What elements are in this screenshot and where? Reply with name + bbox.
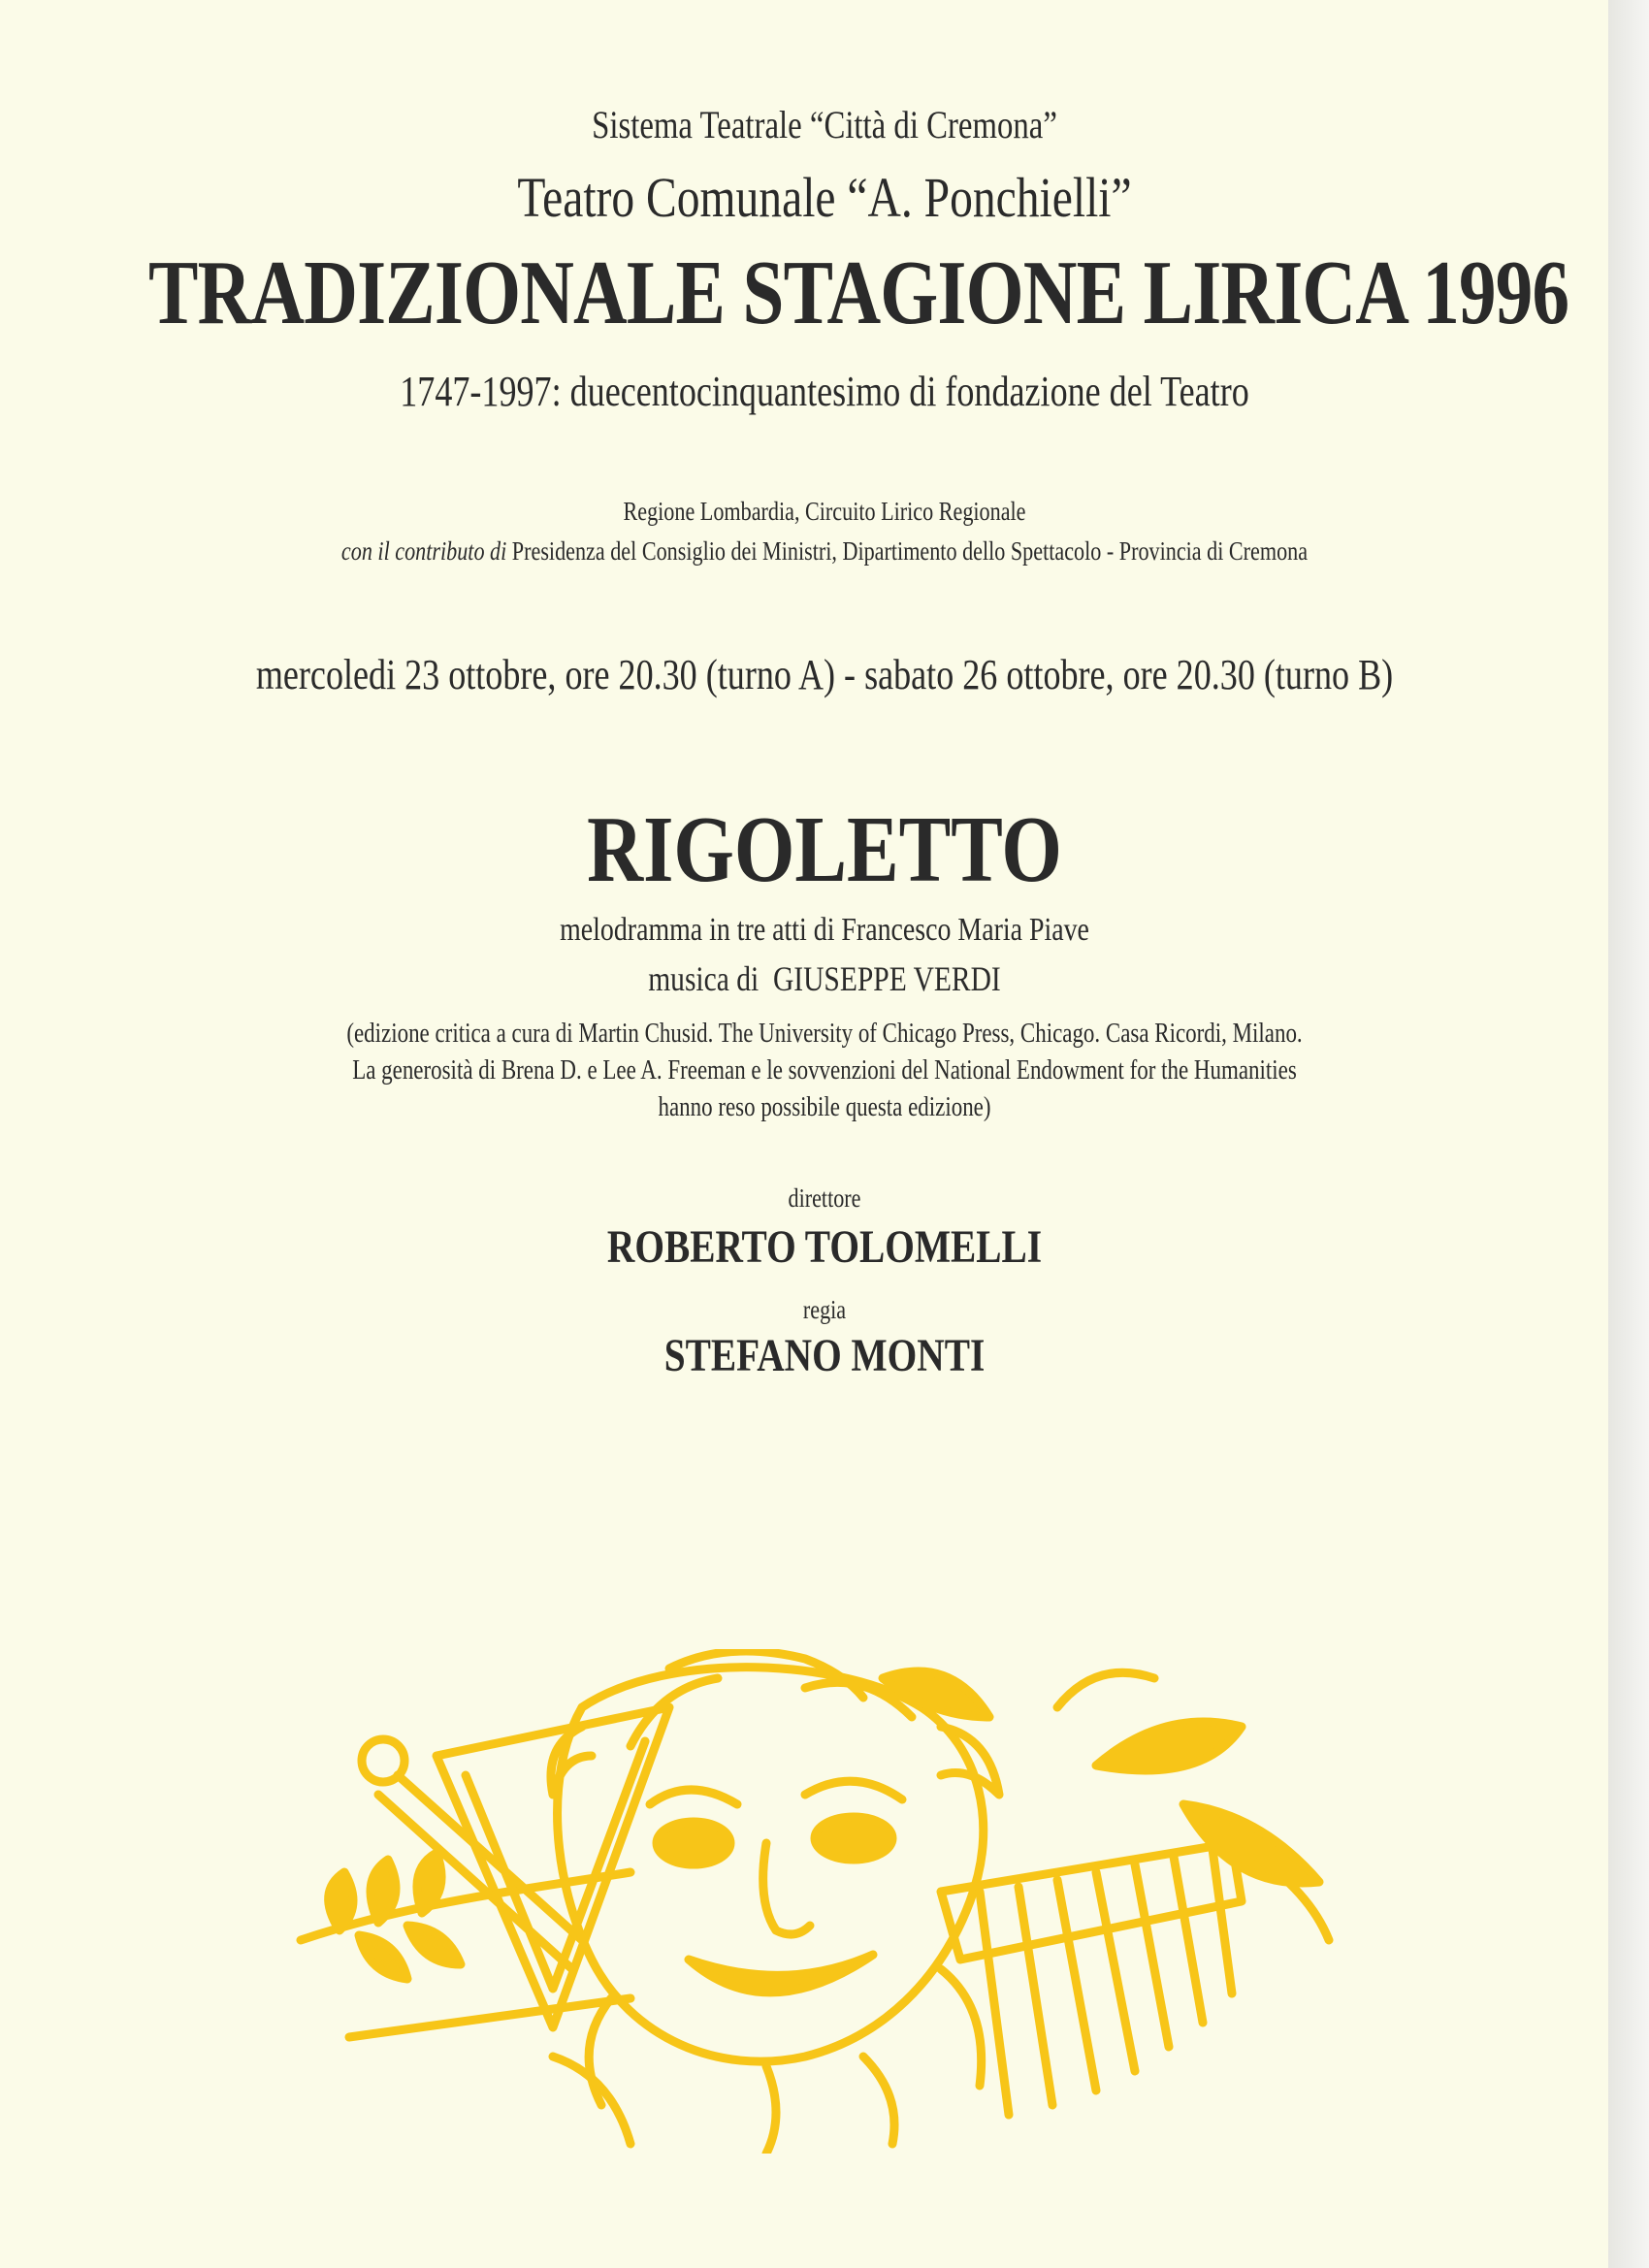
edition-note-line-2: La generosità di Brena D. e Lee A. Freeman e le sovvenzioni del National Endowment for the Humanities: [352, 1055, 1297, 1085]
edition-note-line-3: hanno reso possibile questa edizione): [658, 1092, 991, 1122]
season-title: TRADIZIONALE STAGIONE LIRICA 1996: [148, 243, 1569, 343]
musica-label: musica di: [648, 959, 760, 998]
opera-subtitle: melodramma in tre atti di Francesco Maria Piave: [560, 912, 1089, 948]
regia-label: regia: [802, 1295, 847, 1324]
theatre-mask-emblem-icon: [262, 1649, 1368, 2154]
anniversary-line: 1747-1997: duecentocinquantesimo di fondazione del Teatro: [400, 368, 1249, 415]
regione-line: Regione Lombardia, Circuito Lirico Regionale: [623, 497, 1026, 526]
composer-line: [0, 958, 1649, 999]
direttore-label: direttore: [788, 1183, 861, 1213]
teatro-name: Teatro Comunale “A. Ponchielli”: [517, 166, 1132, 229]
contributo-line: [0, 536, 1649, 567]
opera-title: RIGOLETTO: [587, 797, 1062, 902]
contributo-label: con il contributo di: [340, 536, 507, 566]
contributo-text: Presidenza del Consiglio dei Ministri, Dipartimento dello Spettacolo - Provincia di Cremona: [511, 536, 1309, 566]
performance-dates: mercoledi 23 ottobre, ore 20.30 (turno A) - sabato 26 ottobre, ore 20.30 (turno B): [255, 651, 1394, 698]
direttore-name: ROBERTO TOLOMELLI: [606, 1221, 1043, 1273]
edition-note-line-1: (edizione critica a cura di Martin Chusid. The University of Chicago Press, Chicago. Casa Ricordi, Milano.: [346, 1019, 1303, 1049]
regista-name: STEFANO MONTI: [663, 1330, 986, 1381]
composer-name: GIUSEPPE VERDI: [772, 959, 1001, 998]
sistema-teatrale-line: Sistema Teatrale “Città di Cremona”: [592, 103, 1057, 146]
